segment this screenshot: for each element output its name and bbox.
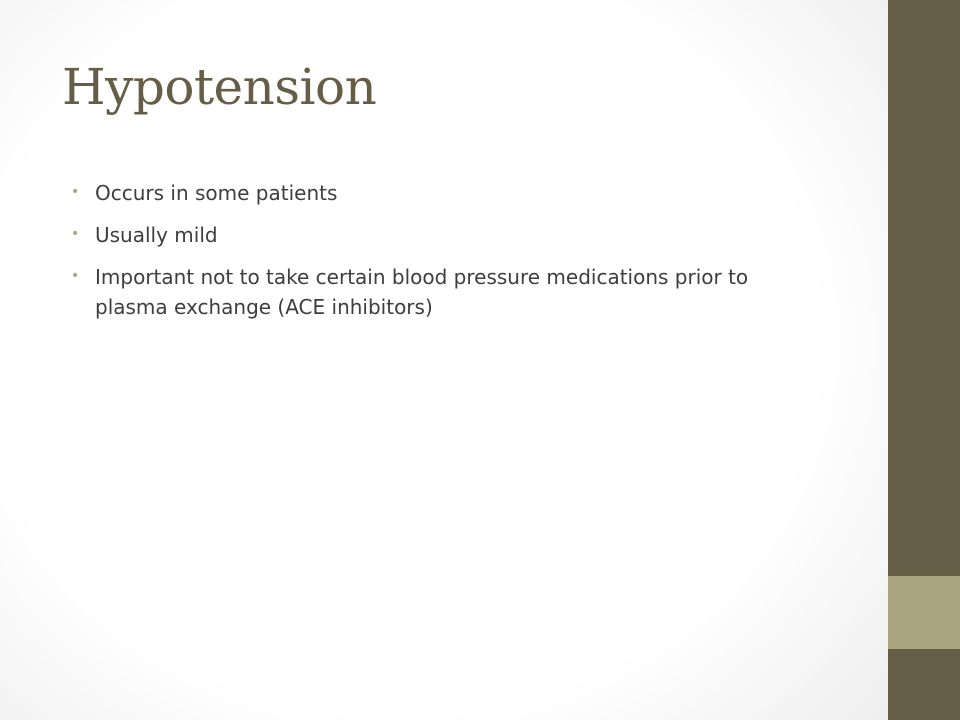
bullet-list xyxy=(71,178,801,334)
slide-title: Hypotension xyxy=(62,58,377,116)
bullet-text: Usually mild xyxy=(95,223,218,247)
bullet-text: Important not to take certain blood pressure medications prior to plasma exchange (ACE inhibitors) xyxy=(95,265,749,319)
bullet-item xyxy=(71,262,801,322)
bullet-marker: • xyxy=(71,184,80,200)
bullet-item xyxy=(71,178,801,208)
bullet-marker: • xyxy=(71,226,80,242)
bullet-item xyxy=(71,220,801,250)
bullet-text: Occurs in some patients xyxy=(95,181,338,205)
decorative-side-accent xyxy=(888,576,960,649)
bullet-marker: • xyxy=(71,268,80,284)
